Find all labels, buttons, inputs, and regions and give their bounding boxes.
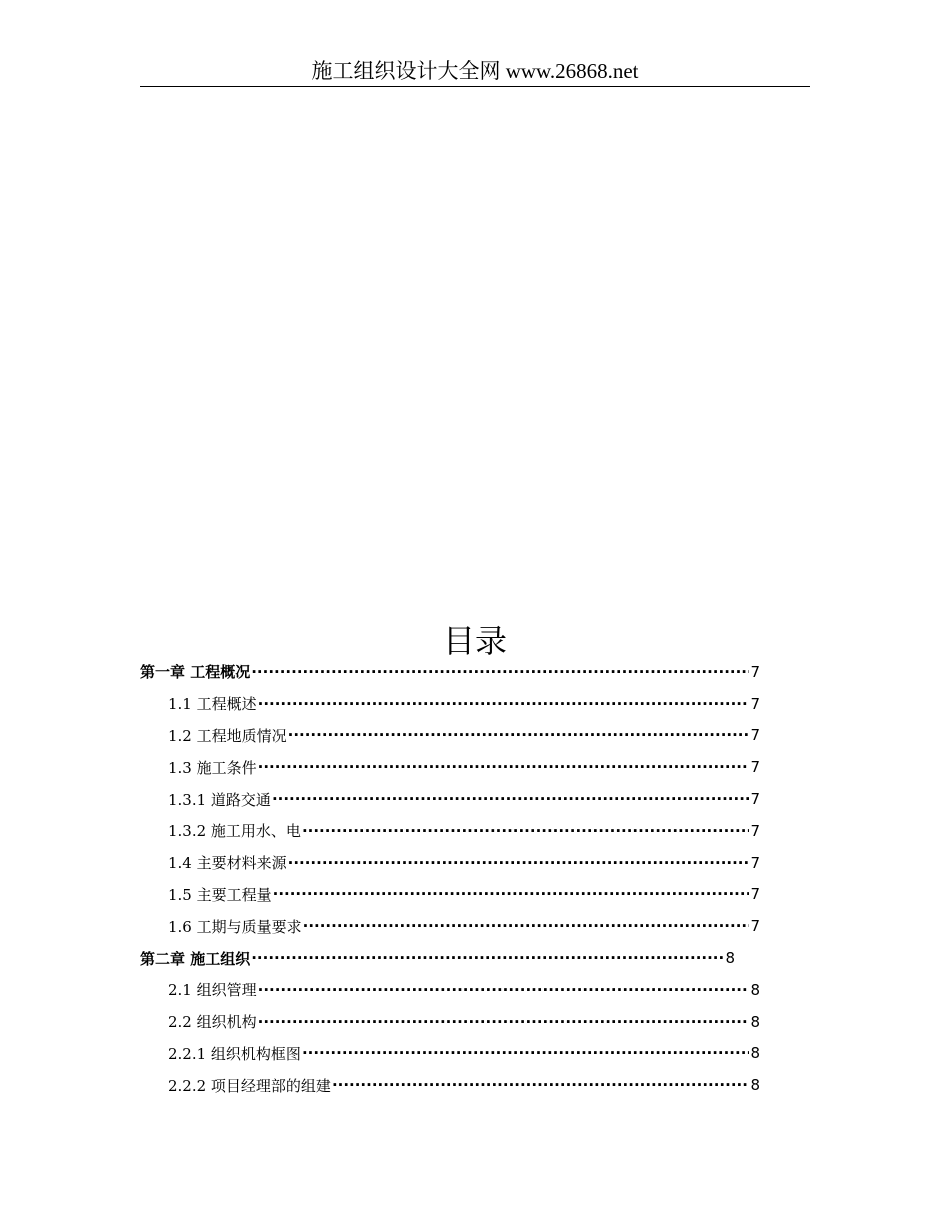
toc-entry-2-2-1[interactable] <box>140 1038 760 1070</box>
toc-leader-dots <box>251 949 724 967</box>
toc-entry-1-3-2[interactable] <box>140 815 760 847</box>
toc-leader-dots <box>303 917 750 935</box>
toc-leader-dots <box>332 1076 750 1094</box>
toc-leader-dots <box>273 885 750 903</box>
toc-entry-page: 7 <box>750 694 760 713</box>
toc-leader-dots <box>258 695 750 713</box>
toc-entry-2-2[interactable] <box>140 1006 760 1038</box>
toc-entry-label: 2.2.1 组织机构框图 <box>168 1044 301 1063</box>
toc-entry-label: 1.5 主要工程量 <box>168 885 272 904</box>
toc-entry-page: 7 <box>750 885 760 904</box>
toc-leader-dots <box>288 726 750 744</box>
toc-entry-page: 8 <box>750 1076 760 1095</box>
toc-entry-label: 第二章 施工组织 <box>140 949 251 968</box>
table-of-contents <box>140 656 760 1101</box>
toc-entry-2-2-2[interactable] <box>140 1069 760 1101</box>
toc-entry-label: 1.4 主要材料来源 <box>168 854 287 873</box>
toc-entry-page: 8 <box>750 1044 760 1063</box>
toc-leader-dots <box>302 822 750 840</box>
toc-entry-page: 7 <box>750 917 760 936</box>
toc-leader-dots <box>272 790 750 808</box>
toc-entry-1-5[interactable] <box>140 879 760 911</box>
toc-entry-page: 7 <box>750 790 760 809</box>
toc-leader-dots <box>302 1044 750 1062</box>
toc-entry-label: 1.1 工程概述 <box>168 695 257 714</box>
toc-entry-2-1[interactable] <box>140 974 760 1006</box>
toc-entry-label: 1.6 工期与质量要求 <box>168 917 302 936</box>
toc-entry-1-4[interactable] <box>140 847 760 879</box>
toc-entry-page: 8 <box>750 1012 760 1031</box>
toc-leader-dots <box>258 758 750 776</box>
toc-title: 目录 <box>442 622 507 660</box>
toc-entry-1-3[interactable] <box>140 751 760 783</box>
toc-entry-1-6[interactable] <box>140 910 760 942</box>
toc-entry-chapter-2[interactable] <box>140 942 735 974</box>
toc-entry-1-3-1[interactable] <box>140 783 760 815</box>
toc-entry-page: 8 <box>725 949 735 968</box>
toc-entry-page: 7 <box>750 662 760 681</box>
toc-entry-label: 2.2.2 项目经理部的组建 <box>168 1076 331 1095</box>
toc-entry-label: 1.2 工程地质情况 <box>168 726 287 745</box>
toc-entry-label: 第一章 工程概况 <box>140 663 251 682</box>
toc-entry-label: 2.1 组织管理 <box>168 981 257 1000</box>
page-header: 施工组织设计大全网 www.26868.net <box>140 56 810 87</box>
toc-leader-dots <box>288 854 750 872</box>
toc-leader-dots <box>258 1013 750 1031</box>
toc-entry-page: 7 <box>750 853 760 872</box>
toc-leader-dots <box>258 981 750 999</box>
toc-entry-label: 1.3.2 施工用水、电 <box>168 822 301 841</box>
toc-entry-label: 1.3 施工条件 <box>168 758 257 777</box>
toc-entry-page: 8 <box>750 980 760 999</box>
toc-entry-label: 2.2 组织机构 <box>168 1013 257 1032</box>
toc-entry-label: 1.3.1 道路交通 <box>168 790 271 809</box>
toc-entry-page: 7 <box>750 726 760 745</box>
toc-entry-1-1[interactable] <box>140 688 760 720</box>
toc-entry-page: 7 <box>750 821 760 840</box>
toc-entry-chapter-1[interactable] <box>140 656 760 688</box>
toc-entry-1-2[interactable] <box>140 720 760 752</box>
toc-entry-page: 7 <box>750 758 760 777</box>
toc-leader-dots <box>251 663 749 681</box>
